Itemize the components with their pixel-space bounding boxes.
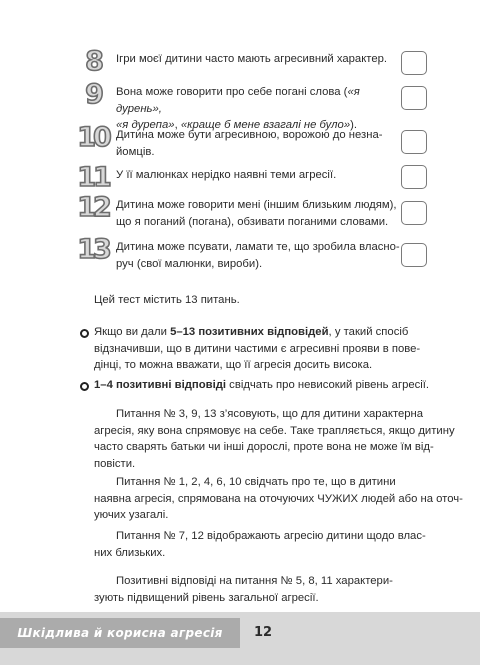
answer-checkbox[interactable]: [401, 201, 427, 225]
question-number: 8: [85, 46, 101, 77]
interpretation-strangers-aggression: Питання № 1, 2, 4, 6, 10 свідчать про те, що в дитини наявна агресія, спрямована на оточуючих ЧУЖИХ людей або на оточ- уючих узагалі.: [94, 476, 463, 521]
question-number: 10: [77, 122, 109, 153]
bullet-icon: [80, 329, 89, 338]
test-summary: Цей тест містить 13 питань.: [94, 294, 240, 306]
question-8: [76, 46, 472, 77]
question-13: [76, 234, 472, 272]
interpretation-self-aggression: Питання № 3, 9, 13 з’ясовують, що для дитини характерна агресія, яку вона спрямовує на себе. Таке трапляється, якщо дитину часто сварять батьки чи інші дорослі, проте вона не може їм від- повісти.: [94, 408, 455, 470]
question-12: [76, 192, 472, 230]
answer-checkbox[interactable]: [401, 86, 427, 110]
answer-checkbox[interactable]: [401, 51, 427, 75]
page-number: 12: [254, 625, 273, 640]
interpretation-relatives-aggression: Питання № 7, 12 відображають агресію дитини щодо влас- них близьких.: [94, 530, 426, 559]
question-number: 13: [77, 234, 109, 265]
answer-checkbox[interactable]: [401, 165, 427, 189]
bullet-icon: [80, 382, 89, 391]
question-number: 11: [77, 162, 109, 193]
interpretation-general-aggression: Позитивні відповіді на питання № 5, 8, 11 характери- зують підвищений рівень загальної агресії.: [94, 575, 393, 604]
question-text: Вона може говорити про себе погані слова («я дурень», «я дурепа», «краще б мене взагалі не було»).: [116, 86, 360, 131]
answer-checkbox[interactable]: [401, 130, 427, 154]
question-text: Дитина може бути агресивною, ворожою до незна- йомців.: [116, 129, 383, 158]
question-text: У її малюнках нерідко наявні теми агресії.: [116, 169, 337, 181]
question-text: Дитина може псувати, ламати те, що зробила власно- руч (свої малюнки, вироби).: [116, 241, 400, 270]
high-aggression-note: Якщо ви дали 5–13 позитивних відповідей, у такий спосіб відзначивши, що в дитини частими є агресивні прояви в пове- дінці, то можна вважати, що її агресія досить висока.: [94, 326, 421, 371]
question-10: [76, 122, 472, 160]
question-11: [76, 162, 472, 193]
question-text: Дитина може говорити мені (іншим близьким людям), що я поганий (погана), обзивати поганими словами.: [116, 199, 397, 228]
low-aggression-note: 1–4 позитивні відповіді свідчать про невисокий рівень агресії.: [94, 379, 430, 391]
book-title: Шкідлива й корисна агресія: [0, 618, 240, 648]
question-number: 12: [77, 192, 109, 223]
answer-checkbox[interactable]: [401, 243, 427, 267]
question-number: 9: [85, 79, 101, 110]
question-text: Ігри моєї дитини часто мають агресивний характер.: [116, 53, 388, 65]
